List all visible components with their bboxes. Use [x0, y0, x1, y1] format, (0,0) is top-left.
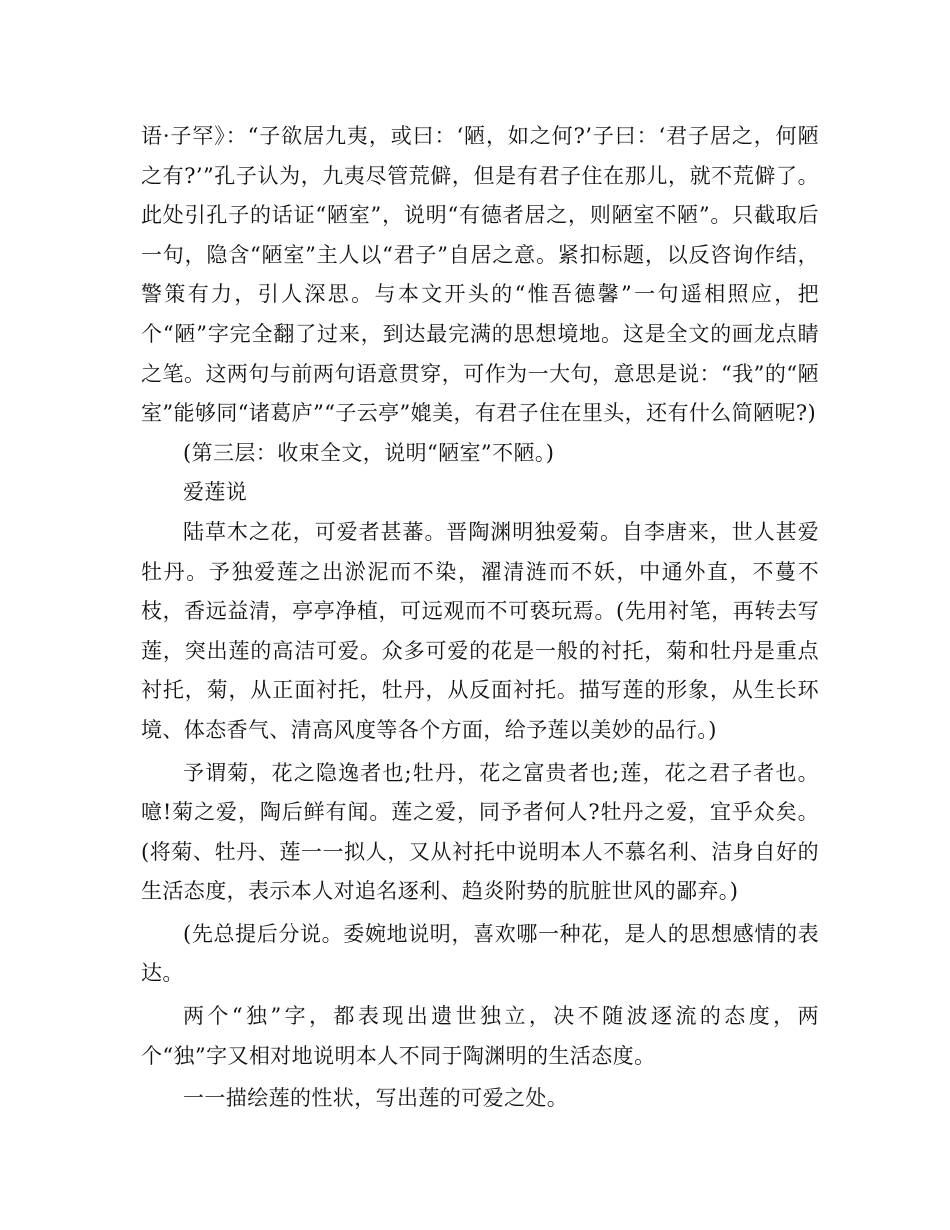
paragraph-section-three-note: (第三层：收束全文，说明“陋室”不陋。) — [183, 440, 555, 465]
document-page — [141, 117, 819, 1119]
section-title: 爱莲说 — [183, 480, 248, 505]
paragraph-commentary-2: 两个“独”字，都表现出遗世独立，决不随波逐流的态度，两个“独”字又相对地说明本人不同于陶渊明的生活态度。 — [141, 1004, 819, 1068]
paragraph-continued-commentary: 语·子罕》：“子欲居九夷，或曰：‘陋，如之何?’子曰：‘君子居之，何陋之有?’”孔子认为，九夷尽管荒僻，但是有君子住在那儿，就不荒僻了。此处引孔子的话证“陋室”，说明“有德者居之，则陋室不陋”。只截取后一句，隐含“陋室”主人以“君子”自居之意。紧扣标题，以反咨询作结，警策有力，引人深思。与本文开头的“惟吾德馨”一句遥相照应，把个“陋”字完全翻了过来，到达最完满的思想境地。这是全文的画龙点睛之笔。这两句与前两句语意贯穿，可作为一大句，意思是说：“我”的“陋室”能够同“诸葛庐”“子云亭”媲美，有君子住在里头，还有什么简陋呢?) — [141, 124, 819, 426]
paragraph-text-2: 予谓菊，花之隐逸者也;牡丹，花之富贵者也;莲，花之君子者也。噫!菊之爱，陶后鲜有闻。莲之爱，同予者何人?牡丹之爱，宜乎众矣。(将菊、牡丹、莲一一拟人，又从衬托中说明本人不慕名利、洁身自好的生活态度，表示本人对追名逐利、趋炎附势的肮脏世风的鄙弃。) — [141, 760, 819, 904]
paragraph-text-1: 陆草木之花，可爱者甚蕃。晋陶渊明独爱菊。自李唐来，世人甚爱牡丹。予独爱莲之出淤泥而不染，濯清涟而不妖，中通外直，不蔓不枝，香远益清，亭亭净植，可远观而不可亵玩焉。(先用衬笔，再转去写莲，突出莲的高洁可爱。众多可爱的花是一般的衬托，菊和牡丹是重点衬托，菊，从正面衬托，牡丹，从反面衬托。描写莲的形象，从生长环境、体态香气、清高风度等各个方面，给予莲以美妙的品行。) — [141, 519, 819, 742]
paragraph-commentary-1: (先总提后分说。委婉地说明，喜欢哪一种花，是人的思想感情的表达。 — [141, 921, 819, 986]
paragraph-commentary-3: 一一描绘莲的性状，写出莲的可爱之处。 — [183, 1086, 569, 1111]
